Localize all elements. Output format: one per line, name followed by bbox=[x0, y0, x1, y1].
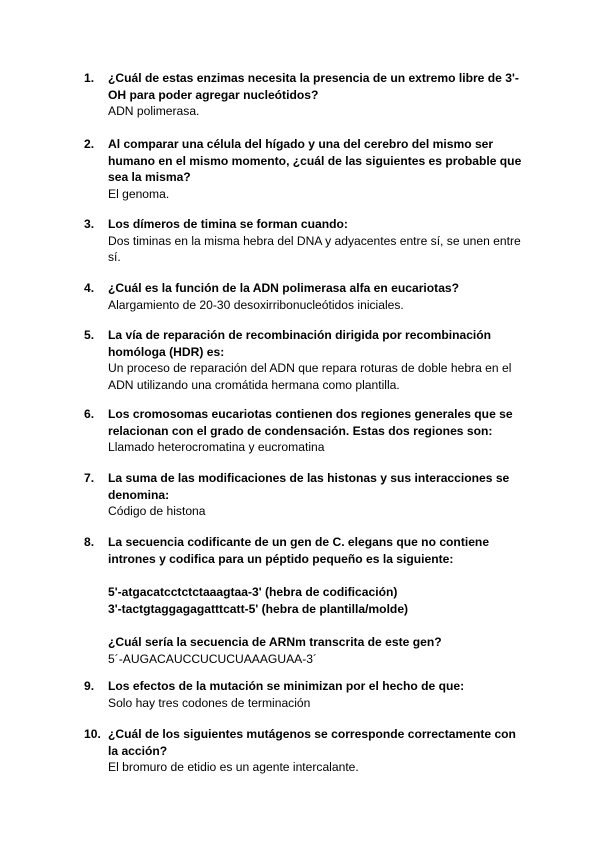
question-number: 7. bbox=[84, 471, 95, 485]
question-item-3 bbox=[84, 216, 524, 266]
question-text: Los cromosomas eucariotas contienen dos regiones generales que se relacionan con el grado de condensación. Estas dos regiones son: bbox=[108, 407, 513, 438]
answer-text: Alargamiento de 20-30 desoxirribonucleótidos iniciales. bbox=[108, 297, 404, 312]
template-strand-sequence: 3'-tactgtaggagagatttcatt-5' (hebra de plantilla/molde) bbox=[108, 601, 409, 616]
question-text: ¿Cuál de estas enzimas necesita la presencia de un extremo libre de 3'-OH para poder agregar nucleótidos? bbox=[108, 71, 519, 102]
question-number: 5. bbox=[84, 328, 95, 342]
question-number: 8. bbox=[84, 535, 95, 549]
question-text: La suma de las modificaciones de las histonas y sus interacciones se denomina: bbox=[108, 471, 510, 502]
answer-text: Código de histona bbox=[108, 504, 206, 518]
question-item-1 bbox=[84, 70, 524, 120]
question-text: Los dímeros de timina se forman cuando: bbox=[108, 217, 348, 231]
question-text-secondary: ¿Cuál sería la secuencia de ARNm transcrita de este gen? bbox=[108, 635, 442, 649]
dna-sequences bbox=[108, 584, 524, 618]
question-number: 4. bbox=[84, 281, 95, 295]
question-item-4 bbox=[84, 280, 524, 313]
question-number: 9. bbox=[84, 679, 95, 693]
answer-text: ADN polimerasa. bbox=[108, 104, 200, 118]
question-number: 2. bbox=[84, 137, 95, 151]
answer-text: El bromuro de etidio es un agente intercalante. bbox=[108, 760, 359, 774]
question-item-2 bbox=[84, 136, 524, 202]
question-item-5 bbox=[84, 327, 524, 393]
coding-strand-sequence: 5'-atgacatcctctctaaagtaa-3' (hebra de codificación) bbox=[108, 584, 398, 599]
answer-text: El genoma. bbox=[108, 186, 170, 201]
question-item-10 bbox=[84, 726, 524, 776]
answer-text: Llamado heterocromatina y eucromatina bbox=[108, 440, 325, 454]
answer-text: Solo hay tres codones de terminación bbox=[108, 695, 311, 710]
question-number: 3. bbox=[84, 217, 95, 231]
question-item-7 bbox=[84, 470, 524, 520]
answer-text: Un proceso de reparación del ADN que repara roturas de doble hebra en el ADN utilizando una cromátida hermana como plantilla. bbox=[108, 361, 512, 392]
question-item-9 bbox=[84, 678, 524, 711]
question-number: 6. bbox=[84, 407, 95, 421]
question-item-6 bbox=[84, 406, 524, 456]
question-number: 1. bbox=[84, 71, 95, 85]
answer-text: 5´-AUGACAUCCUCUCUAAAGUAA-3´ bbox=[108, 651, 317, 666]
question-number: 10. bbox=[84, 727, 101, 741]
question-text: Los efectos de la mutación se minimizan por el hecho de que: bbox=[108, 679, 465, 693]
question-text: Al comparar una célula del hígado y una del cerebro del mismo ser humano en el mismo momento, ¿cuál de las siguientes es probable que sea la misma? bbox=[108, 137, 522, 184]
question-text: ¿Cuál es la función de la ADN polimerasa alfa en eucariotas? bbox=[108, 281, 460, 295]
question-item-8 bbox=[84, 534, 524, 667]
question-text: La vía de reparación de recombinación dirigida por recombinación homóloga (HDR) es: bbox=[108, 328, 492, 359]
question-text: La secuencia codificante de un gen de C. elegans que no contiene intrones y codifica para un péptido pequeño es la siguiente: bbox=[108, 535, 490, 566]
question-text: ¿Cuál de los siguientes mutágenos se corresponde correctamente con la acción? bbox=[108, 727, 516, 758]
answer-text: Dos timinas en la misma hebra del DNA y adyacentes entre sí, se unen entre sí. bbox=[108, 233, 521, 264]
